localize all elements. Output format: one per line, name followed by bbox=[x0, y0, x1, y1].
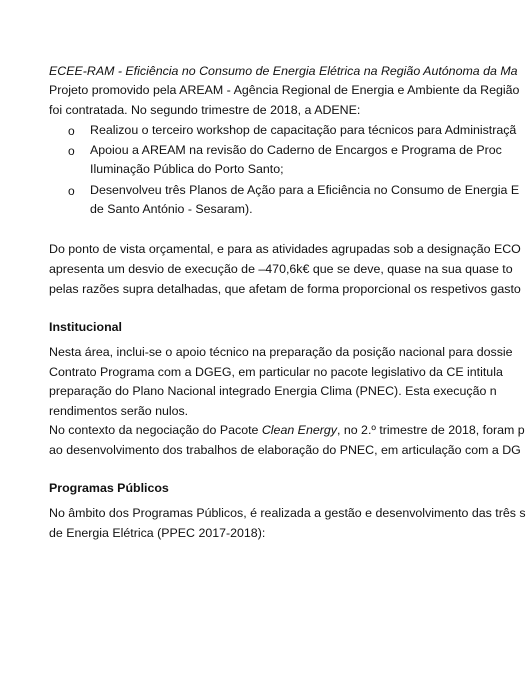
paragraph-line: Projeto promovido pela AREAM - Agência Regional de Energia e Ambiente da Região bbox=[49, 83, 520, 97]
paragraph-line: rendimentos serão nulos. bbox=[49, 404, 189, 418]
paragraph-line: Contrato Programa com a DGEG, em particular no pacote legislativo da CE intitula bbox=[49, 365, 503, 379]
section-heading-programas-publicos: Programas Públicos bbox=[49, 481, 169, 495]
text-segment: , no 2.º trimestre de 2018, foram p bbox=[336, 423, 525, 437]
project-title-line: ECEE-RAM - Eficiência no Consumo de Energia Elétrica na Região Autónoma da Ma bbox=[49, 64, 518, 78]
paragraph-line: Nesta área, inclui-se o apoio técnico na preparação da posição nacional para dossie bbox=[49, 345, 513, 359]
bullet-item-text: Iluminação Pública do Porto Santo; bbox=[90, 162, 284, 176]
bullet-marker: o bbox=[68, 124, 75, 138]
text-segment: No contexto da negociação do Pacote bbox=[49, 423, 262, 437]
paragraph-line: No âmbito dos Programas Públicos, é realizada a gestão e desenvolvimento das três s bbox=[49, 506, 526, 520]
paragraph-line: Do ponto de vista orçamental, e para as atividades agrupadas sob a designação ECO bbox=[49, 242, 521, 256]
paragraph-line: apresenta um desvio de execução de –470,6k€ que se deve, quase na sua quase to bbox=[49, 262, 513, 276]
text-segment-italic: Clean Energy bbox=[261, 423, 337, 437]
bullet-item-text: Apoiou a AREAM na revisão do Caderno de Encargos e Programa de Proc bbox=[90, 143, 502, 157]
paragraph-line: pelas razões supra detalhadas, que afetam de forma proporcional os respetivos gasto bbox=[49, 282, 521, 296]
bullet-item-text: Desenvolveu três Planos de Ação para a Eficiência no Consumo de Energia E bbox=[90, 183, 520, 197]
paragraph-line: foi contratada. No segundo trimestre de 2018, a ADENE: bbox=[49, 103, 361, 117]
bullet-marker: o bbox=[68, 144, 75, 158]
bullet-item-text: Realizou o terceiro workshop de capacitação para técnicos para Administraçã bbox=[90, 123, 517, 137]
bullet-item-text: de Santo António - Sesaram). bbox=[90, 202, 253, 216]
bullet-marker: o bbox=[68, 184, 75, 198]
paragraph-line: de Energia Elétrica (PPEC 2017-2018): bbox=[49, 526, 266, 540]
paragraph-line: preparação do Plano Nacional integrado Energia Clima (PNEC). Esta execução n bbox=[49, 384, 497, 398]
section-heading-institucional: Institucional bbox=[49, 320, 122, 334]
paragraph-line: ao desenvolvimento dos trabalhos de elaboração do PNEC, em articulação com a DG bbox=[49, 443, 521, 457]
paragraph-line bbox=[49, 423, 525, 438]
